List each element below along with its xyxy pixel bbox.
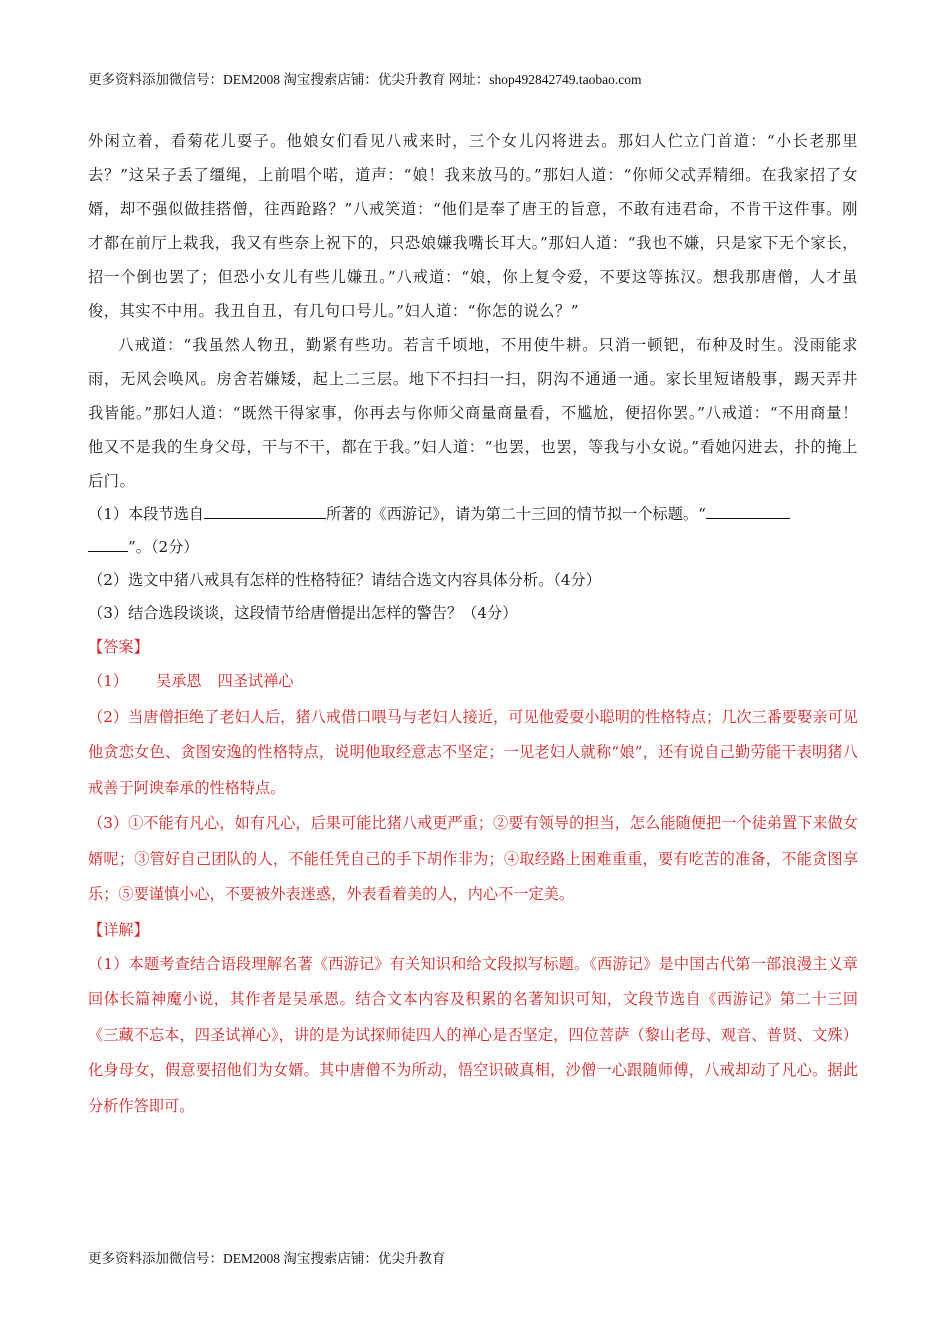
question-1 <box>88 498 858 564</box>
answer-label: 【答案】 <box>88 638 149 656</box>
answer-1-author: 吴承恩 <box>156 672 202 690</box>
answer-1 <box>88 664 858 700</box>
question-1-middle: 所著的《西游记》，请为第二十三回的情节拟一个标题。“ <box>325 505 706 523</box>
question-3: （3）结合选段谈谈，这段情节给唐僧提出怎样的警告？（4分） <box>88 604 518 622</box>
answer-blank-title-part1 <box>706 504 790 519</box>
passage-paragraph-1: 外闲立着，看菊花儿耍子。他娘女们看见八戒来时，三个女儿闪将进去。那妇人伫立门首道：“小长老那里去？”这呆子丢了缰绳，上前唱个喏，道声：“娘！我来放马的。”那妇人道：“你师父忒弄精细。在我家招了女婿，却不强似做挂搭僧，往西跄路？”八戒笑道：“他们是奉了唐王的旨意，不敢有违君命，不肯干这件事。刚才都在前厅上栽我，我又有些奈上祝下的，只恐娘嫌我嘴长耳大。”那妇人道：“我也不嫌，只是家下无个家长，招一个倒也罢了；但恐小女儿有些儿嫌丑。”八戒道：“娘，你上复令爱，不要这等拣汉。想我那唐僧，人才虽俊，其实不中用。我丑自丑，有几句口号儿。”妇人道：“你怎的说么？” <box>88 132 858 320</box>
answer-blank-author <box>204 504 326 519</box>
page-header: 更多资料添加微信号：DEM2008 淘宝搜索店铺：优尖升教育 网址：shop492842749.taobao.com <box>88 72 642 87</box>
question-2: （2）选文中猪八戒具有怎样的性格特征？请结合选文内容具体分析。（4分） <box>88 571 601 589</box>
question-1-suffix: ”。（2分） <box>128 538 199 556</box>
question-1-prefix: （1）本段节选自 <box>88 505 204 523</box>
answer-3: （3）①不能有凡心，如有凡心，后果可能比猪八戒更严重；②要有领导的担当，怎么能随便把一个徒弟置下来做女婿呢；③管好自己团队的人，不能任凭自己的手下胡作非为；④取经路上困难重重，要有吃苦的准备，不能贪图享乐；⑤要谨慎小心，不要被外表迷惑，外表看着美的人，内心不一定美。 <box>88 814 858 903</box>
passage-paragraph-2: 八戒道：“我虽然人物丑，勤紧有些功。若言千顷地，不用使牛耕。只消一顿钯，布种及时生。没雨能求雨，无风会唤风。房舍若嫌矮，起上二三层。地下不扫扫一扫，阴沟不通通一通。家长里短诸般事，踢天弄井我皆能。”那妇人道：“既然干得家事，你再去与你师父商量商量看，不尴尬，便招你罢。”八戒道：“不用商量！他又不是我的生身父母，干与不干，都在于我。”妇人道：“也罢，也罢，等我与小女说。”看她闪进去，扑的掩上后门。 <box>88 336 858 490</box>
page-footer: 更多资料添加微信号：DEM2008 淘宝搜索店铺：优尖升教育 <box>88 1251 446 1266</box>
detail-1: （1）本题考查结合语段理解名著《西游记》有关知识和给文段拟写标题。《西游记》是中国古代第一部浪漫主义章回体长篇神魔小说，其作者是吴承恩。结合文本内容及积累的名著知识可知，文段节选自《西游记》第二十三回《三藏不忘本，四圣试禅心》，讲的是为试探师徒四人的禅心是否坚定，四位菩萨（黎山老母、观音、普贤、文殊）化身母女，假意要招他们为女婿。其中唐僧不为所动，悟空识破真相，沙僧一心跟随师傅，八戒却动了凡心。据此分析作答即可。 <box>88 954 858 1115</box>
detail-label: 【详解】 <box>88 920 149 939</box>
answer-blank-title-part2 <box>88 537 128 552</box>
document-body <box>88 124 858 1124</box>
answer-2: （2）当唐僧拒绝了老妇人后，猪八戒借口喂马与老妇人接近，可见他爱耍小聪明的性格特点；几次三番要娶亲可见他贪恋女色、贪图安逸的性格特点，说明他取经意志不坚定；一见老妇人就称“娘”，还有说自己勤劳能干表明猪八戒善于阿谀奉承的性格特点。 <box>88 707 858 797</box>
answer-1-number: （1） <box>88 672 129 690</box>
answer-1-title: 四圣试禅心 <box>217 672 294 690</box>
